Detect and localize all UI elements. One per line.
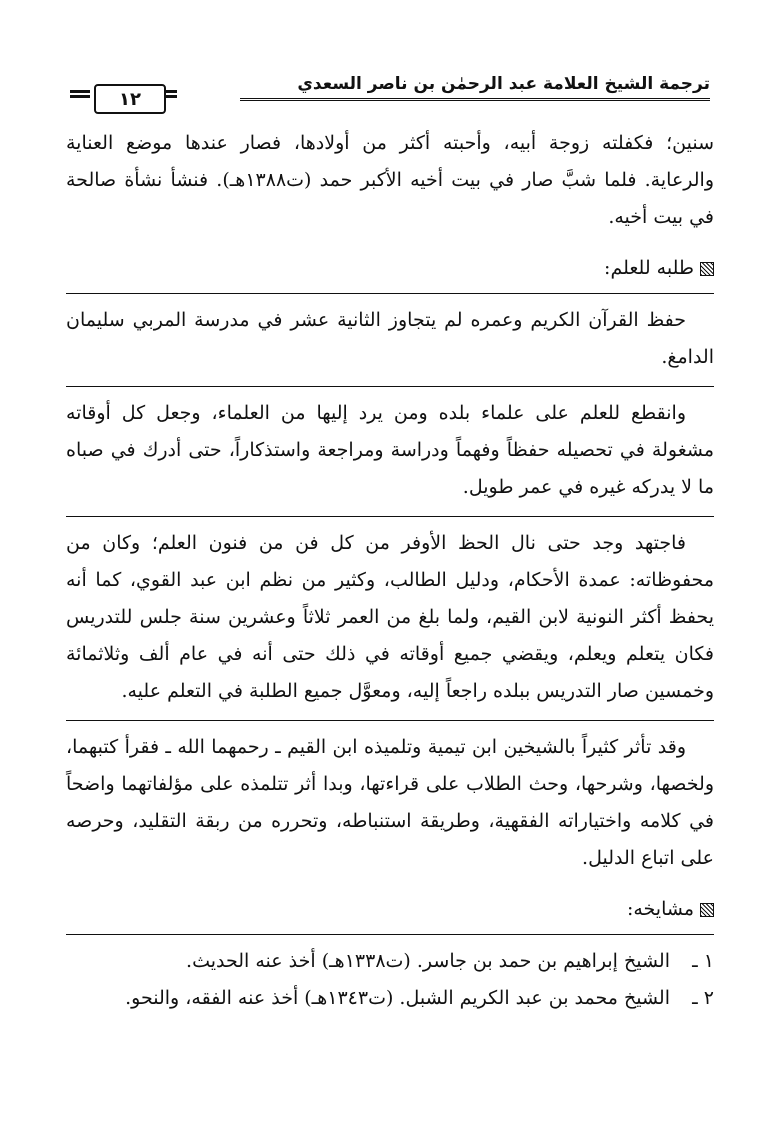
item-text: الشيخ إبراهيم بن حمد بن جاسر. (ت١٣٣٨هـ) أخذ عنه الحديث. (186, 950, 670, 972)
body-paragraph: حفظ القرآن الكريم وعمره لم يتجاوز الثانية عشر في مدرسة المربي سليمان الدامغ. (66, 309, 714, 368)
page-header (70, 72, 710, 112)
running-title: ترجمة الشيخ العلامة عبد الرحمٰن بن ناصر السعدي (297, 74, 710, 94)
section-rule (66, 934, 714, 935)
item-text: الشيخ محمد بن عبد الكريم الشبل. (ت١٣٤٣هـ) أخذ عنه الفقه، والنحو. (125, 987, 670, 1009)
intro-paragraph: سنين؛ فكفلته زوجة أبيه، وأحبته أكثر من أولادها، فصار عندها موضع العناية والرعاية. فلما شبَّ صار في بيت أخيه الأكبر حمد (ت١٣٨٨هـ). فنشأ نشأة صالحة في بيت أخيه. (66, 132, 715, 228)
header-ornament-left (70, 90, 90, 98)
section-heading-studies (66, 250, 714, 287)
list-item (66, 943, 714, 980)
teachers-list (66, 943, 714, 1017)
section-rule (66, 516, 714, 517)
section-heading-text: طلبه للعلم: (604, 257, 694, 279)
ornament-icon (700, 903, 714, 917)
ornament-icon (700, 262, 714, 276)
item-number: ٢ ـ (692, 987, 714, 1009)
header-rule (240, 98, 710, 104)
section-rule (66, 720, 714, 721)
section-heading-text: مشايخه: (626, 898, 694, 920)
body-paragraph: فاجتهد وجد حتى نال الحظ الأوفر من كل فن من فنون العلم؛ وكان من محفوظاته: عمدة الأحكام، ودليل الطالب، وكثير من نظم ابن عبد القوي، كما أنه يحفظ أكثر النونية لابن القيم، ولما بلغ من العمر ثلاثاً وعشرين سنة جلس للتدريس فكان يتعلم ويعلم، ويقضي جميع أوقاته في ذلك حتى أنه في عام ألف وثلاثمائة وخمسين صار التدريس ببلده راجعاً إليه، ومعوَّل جميع الطلبة في التعلم عليه. (66, 532, 714, 702)
body-paragraph: وانقطع للعلم على علماء بلده ومن يرد إليها من العلماء، وجعل كل أوقاته مشغولة في تحصيله حفظاً وفهماً ودراسة ومراجعة واستذكاراً، حتى أدرك في صباه ما لا يدركه غيره في عمر طويل. (66, 402, 714, 498)
page-number: ١٢ (94, 84, 166, 114)
body-paragraph: وقد تأثر كثيراً بالشيخين ابن تيمية وتلميذه ابن القيم ـ رحمهما الله ـ فقرأ كتبهما، ولخصها، وشرحها، وحث الطلاب على قراءتها، وبدا أثر تتلمذه على مؤلفاتهما واضحاً في كلامه واختياراته الفقهية، وطريقة استنباطه، وتحرره من ربقة التقليد، وحرصه على اتباع الدليل. (66, 736, 714, 869)
item-number: ١ ـ (692, 950, 714, 972)
section-rule (66, 386, 714, 387)
section-rule (66, 293, 714, 294)
list-item (66, 980, 714, 1017)
header-ornament-right (165, 90, 177, 98)
section-heading-teachers (66, 891, 714, 928)
page-body (66, 125, 714, 1017)
